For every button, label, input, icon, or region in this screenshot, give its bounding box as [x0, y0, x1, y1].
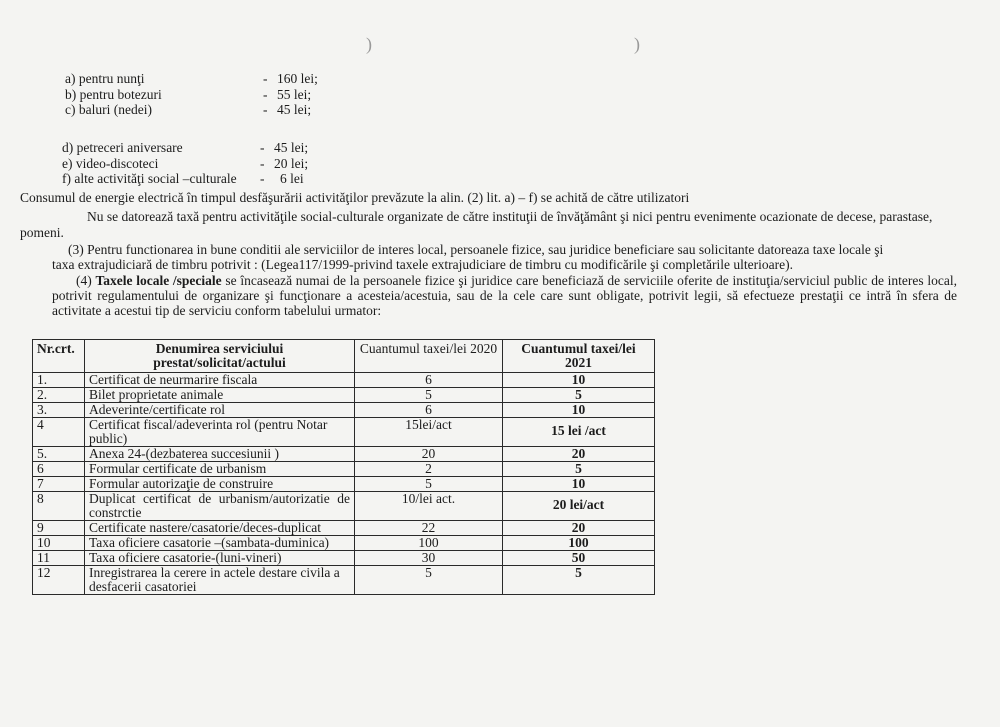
row-service-name: Certificate nastere/casatorie/deces-duplicat [85, 521, 355, 536]
row-nr: 4 [33, 418, 85, 447]
fee-dash: - [260, 140, 265, 155]
table-row [33, 373, 655, 388]
fee-dash: - [263, 86, 268, 102]
row-nr: 2. [33, 388, 85, 403]
table-row [33, 388, 655, 403]
fee-list-b [62, 140, 362, 187]
row-fee-2020: 5 [355, 388, 503, 403]
table-row [33, 403, 655, 418]
fee-label: d) petreceri aniversare [62, 140, 183, 155]
row-fee-2020: 20 [355, 447, 503, 462]
row-nr: 7 [33, 477, 85, 492]
header-nr: Nr.crt. [33, 340, 85, 373]
row-service-name: Adeverinte/certificate rol [85, 403, 355, 418]
fee-item [65, 102, 365, 118]
fee-dash: - [260, 155, 265, 171]
row-fee-2020: 30 [355, 551, 503, 566]
row-service-name: Formular autorizaţie de construire [85, 477, 355, 492]
fee-label: c) baluri (nedei) [65, 102, 152, 117]
fee-item [65, 87, 365, 103]
fee-item [62, 171, 362, 187]
row-nr: 11 [33, 551, 85, 566]
row-nr: 1. [33, 373, 85, 388]
paragraph-4 [52, 273, 957, 318]
table-row [33, 462, 655, 477]
row-nr: 5. [33, 447, 85, 462]
paragraph-3-line1: (3) Pentru functionarea in bune conditii ale serviciilor de interes local, persoanele fizice, sau juridice beneficiare sau solicitante datoreaza taxe locale şi [68, 242, 884, 257]
header-2020: Cuantumul taxei/lei 2020 [355, 340, 503, 373]
paragraph-4-bold-term: Taxele locale /speciale [95, 273, 222, 288]
row-nr: 10 [33, 536, 85, 551]
row-fee-2021: 5 [503, 566, 655, 595]
table-row [33, 447, 655, 462]
row-fee-2021: 20 [503, 447, 655, 462]
fee-label: f) alte activităţi social –culturale [62, 171, 237, 186]
row-fee-2020: 10/lei act. [355, 492, 503, 521]
row-service-name: Formular certificate de urbanism [85, 462, 355, 477]
no-tax-paragraph-line1: Nu se datorează taxă pentru activităţile social-culturale organizate de către instituţii de învăţământ şi nici pentru evenimente ocazionate de decese, parastase, [87, 209, 933, 224]
table-row [33, 566, 655, 595]
header-2021: Cuantumul taxei/lei 2021 [503, 340, 655, 373]
row-service-name: Duplicat certificat de urbanism/autorizatie de constrctie [85, 492, 355, 521]
paragraph-3-line2: taxa extrajudiciară de timbru potrivit : (Legea117/1999-privind taxele extrajudiciare de timbru cu modificările şi completările ulterioare). [52, 257, 793, 272]
fee-amount: 55 lei; [277, 86, 312, 102]
row-nr: 9 [33, 521, 85, 536]
energy-paragraph: Consumul de energie electrică în timpul desfăşurării activităţilor prevăzute la alin. (2) lit. a) – f) se achită de către utilizatori [20, 190, 690, 205]
row-fee-2021: 15 lei /act [503, 418, 655, 447]
row-fee-2021: 20 [503, 521, 655, 536]
row-fee-2021: 10 [503, 373, 655, 388]
row-fee-2020: 5 [355, 566, 503, 595]
row-fee-2021: 20 lei/act [503, 492, 655, 521]
fee-amount: 45 lei; [274, 140, 309, 155]
row-fee-2020: 22 [355, 521, 503, 536]
paragraph-4-number: (4) [76, 273, 92, 288]
row-service-name: Anexa 24-(dezbaterea succesiunii ) [85, 447, 355, 462]
fee-amount: 45 lei; [277, 102, 312, 117]
row-fee-2021: 100 [503, 536, 655, 551]
fee-amount: 20 lei; [274, 155, 309, 171]
row-nr: 8 [33, 492, 85, 521]
fee-dash: - [263, 71, 268, 86]
table-row [33, 536, 655, 551]
table-row [33, 492, 655, 521]
row-service-name: Taxa oficiere casatorie –(sambata-duminica) [85, 536, 355, 551]
fee-label: b) pentru botezuri [65, 86, 162, 102]
table-header-row [33, 340, 655, 373]
row-fee-2020: 5 [355, 477, 503, 492]
row-fee-2021: 10 [503, 403, 655, 418]
row-service-name: Bilet proprietate animale [85, 388, 355, 403]
fee-dash: - [260, 171, 265, 186]
row-nr: 12 [33, 566, 85, 595]
row-service-name: Certificat fiscal/adeverinta rol (pentru Notar public) [85, 418, 355, 447]
row-fee-2021: 10 [503, 477, 655, 492]
scan-mark: ) [366, 34, 372, 54]
fee-item [62, 140, 362, 156]
paragraph-4-text: se încasează numai de la persoanele fizice şi juridice care beneficiază de serviciile oferite de instituţia/serviciul public de interes local, potrivit regulamentului de organizare şi funcţionare a acesteia/acestuia, sau de la cele care sunt obligate, potrivit legii, să efectueze prestaţii ce intră în sfera de activitate a acestui tip de serviciu conform tabelului urmator: [52, 273, 957, 318]
row-service-name: Taxa oficiere casatorie-(luni-vineri) [85, 551, 355, 566]
row-fee-2020: 6 [355, 373, 503, 388]
table-row [33, 521, 655, 536]
fee-list-a [65, 71, 365, 118]
row-fee-2020: 6 [355, 403, 503, 418]
fee-amount: 160 lei; [277, 71, 318, 86]
table-row [33, 418, 655, 447]
row-service-name: Certificat de neurmarire fiscala [85, 373, 355, 388]
row-fee-2020: 2 [355, 462, 503, 477]
fee-label: a) pentru nunţi [65, 71, 145, 86]
fee-label: e) video-discoteci [62, 155, 159, 171]
scan-mark: ) [634, 34, 640, 54]
row-nr: 3. [33, 403, 85, 418]
row-nr: 6 [33, 462, 85, 477]
row-fee-2021: 5 [503, 388, 655, 403]
row-service-name: Inregistrarea la cerere in actele destare civila a desfacerii casatoriei [85, 566, 355, 595]
row-fee-2020: 15lei/act [355, 418, 503, 447]
fee-item [62, 156, 362, 172]
row-fee-2021: 50 [503, 551, 655, 566]
no-tax-paragraph-line2: pomeni. [20, 225, 64, 240]
row-fee-2020: 100 [355, 536, 503, 551]
fee-table [32, 339, 655, 595]
header-service-name: Denumirea serviciului prestat/solicitat/actului [85, 340, 355, 373]
fee-dash: - [263, 102, 268, 117]
fee-item [65, 71, 365, 87]
table-row [33, 477, 655, 492]
table-row [33, 551, 655, 566]
row-fee-2021: 5 [503, 462, 655, 477]
fee-amount: 6 lei [280, 171, 304, 186]
